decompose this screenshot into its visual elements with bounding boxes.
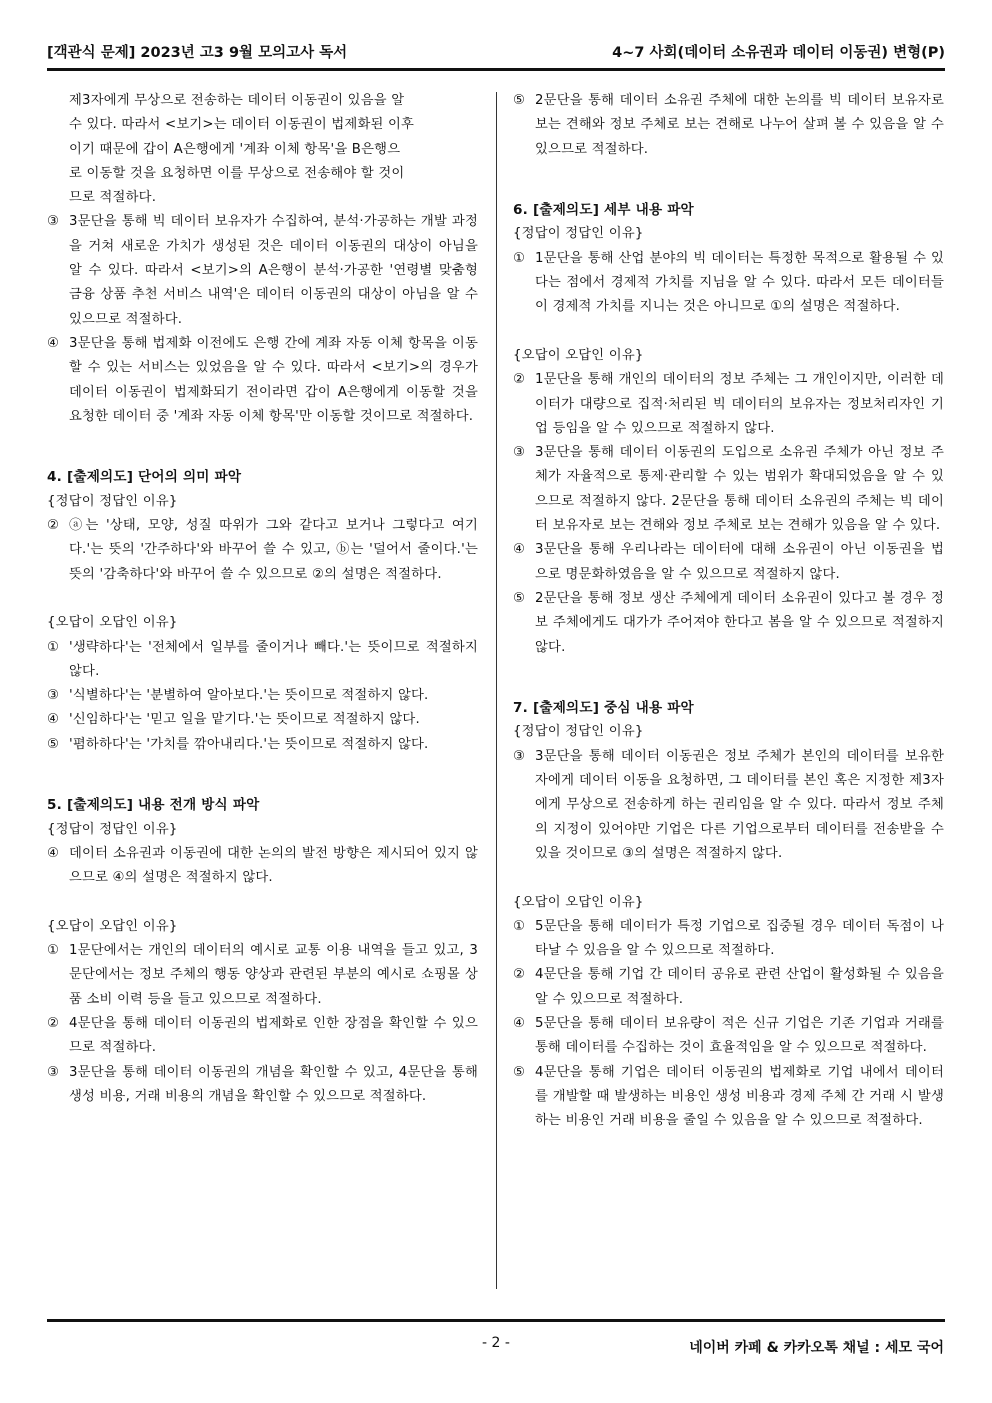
column-divider — [496, 92, 497, 1289]
list-item: ③ 3문단을 통해 데이터 이동권은 정보 주체가 본인의 데이터를 보유한 자에게 데이터 이동을 요청하면, 그 데이터를 본인 혹은 지정한 제3자에게 무상으로 전송하게 하는 권리임을 알 수 있다. 따라서 정보 주체의 지정이 있어야만 기업은 다른 기업으로부터 데이터를 전송받을 수 있을 것이므로 ③의 설명은 적절하지 않다. — [513, 748, 944, 861]
left-column — [47, 89, 478, 1109]
header-right: 4~7 사회(데이터 소유권과 데이터 이동권) 변형(P) — [612, 44, 945, 61]
list-item: ③ 3문단을 통해 빅 데이터 보유자가 수집하여, 분석·가공하는 개발 과정을 거쳐 새로운 가치가 생성된 것은 데이터 이동권의 대상이 아님을 알 수 있다. 따라서 <보기>의 A은행이 분석·가공한 '연령별 맞춤형 금융 상품 추천 서비스 내역'은 데이터 이동권의 대상이 아님을 알 수 있으므로 적절하다. — [47, 214, 478, 327]
list-item: ③ 3문단을 통해 데이터 이동권의 개념을 확인할 수 있고, 4문단을 통해 생성 비용, 거래 비용의 개념을 확인할 수 있으므로 적절하다. — [47, 1064, 478, 1104]
question-6-title: 6. [출제의도] 세부 내용 파악 — [513, 202, 694, 219]
list-item: ④ 3문단을 통해 법제화 이전에도 은행 간에 계좌 자동 이체 항목을 이동할 수 있는 서비스는 있었음을 알 수 있다. 따라서 <보기>의 경우가 데이터 이동권이 법제화되기 전이라면 갑이 A은행에게 이동할 것을 요청한 데이터 중 '계좌 자동 이체 항목'만 이동할 것이므로 적절하다. — [47, 335, 478, 424]
list-item: ④ '신임하다'는 '믿고 일을 맡기다.'는 뜻이므로 적절하지 않다. — [47, 712, 420, 728]
list-item: ① 5문단을 통해 데이터가 특정 기업으로 집중될 경우 데이터 독점이 나타날 수 있음을 알 수 있으므로 적절하다. — [513, 918, 944, 959]
list-item: ① 1문단을 통해 산업 분야의 빅 데이터는 특정한 목적으로 활용될 수 있다는 점에서 경제적 가치를 지님을 알 수 있다. 따라서 모든 데이터들이 경제적 가치를 지니는 것은 아니므로 ①의 설명은 적절하다. — [513, 250, 944, 315]
wrong-reason-label: {오답이 오답인 이유} — [513, 894, 644, 910]
correct-reason-label: {정답이 정답인 이유} — [47, 493, 178, 509]
list-item: ⑤ '폄하하다'는 '가치를 깎아내리다.'는 뜻이므로 적절하지 않다. — [47, 736, 429, 752]
list-item: ④ 데이터 소유권과 이동권에 대한 논의의 발전 방향은 제시되어 있지 않으므로 ④의 설명은 적절하지 않다. — [47, 845, 478, 886]
list-item: ① 1문단에서는 개인의 데이터의 예시로 교통 이용 내역을 들고 있고, 3문단에서는 정보 주체의 행동 양상과 관련된 부분의 예시로 쇼핑몰 상품 소비 이력 등을 들고 있으므로 적절하다. — [47, 943, 478, 1007]
list-item: ⑤ 4문단을 통해 기업은 데이터 이동권의 법제화로 기업 내에서 데이터를 개발할 때 발생하는 비용인 생성 비용과 경제 주체 간 거래 시 발생하는 비용인 거래 비용을 줄일 수 있음을 알 수 있으므로 적절하다. — [513, 1064, 944, 1129]
correct-reason-label: {정답이 정답인 이유} — [513, 724, 644, 740]
right-column — [513, 89, 944, 1133]
footer-channel: 네이버 카페 & 카카오톡 채널 : 세모 국어 — [689, 1340, 944, 1356]
list-item: ⑤ 2문단을 통해 정보 생산 주체에게 데이터 소유권이 있다고 볼 경우 정보 주체에게도 대가가 주어져야 한다고 봄을 알 수 있으므로 적절하지 않다. — [513, 590, 944, 655]
question-4-title: 4. [출제의도] 단어의 의미 파악 — [47, 469, 242, 486]
list-item: ② 4문단을 통해 데이터 이동권의 법제화로 인한 장점을 확인할 수 있으므로 적절하다. — [47, 1015, 478, 1056]
list-item: ④ 5문단을 통해 데이터 보유량이 적은 신규 기업은 기존 기업과 거래를 통해 데이터를 수집하는 것이 효율적임을 알 수 있으므로 적절하다. — [513, 1015, 944, 1056]
header-rule — [47, 68, 945, 71]
list-item: ⑤ 2문단을 통해 데이터 소유권 주체에 대한 논의를 빅 데이터 보유자로 보는 견해와 정보 주체로 보는 견해로 나누어 살펴 볼 수 있음을 알 수 있으므로 적절하다. — [513, 93, 944, 157]
list-item: ③ '식별하다'는 '분별하여 알아보다.'는 뜻이므로 적절하지 않다. — [47, 688, 429, 704]
header-left: [객관식 문제] 2023년 고3 9월 모의고사 독서 — [47, 44, 348, 61]
list-item: ③ 3문단을 통해 데이터 이동권의 도입으로 소유권 주체가 아닌 정보 주체가 자율적으로 통제·관리할 수 있는 범위가 확대되었음을 알 수 있으므로 적절하지 않다. 2문단을 통해 데이터 소유권의 주체는 빅 데이터 보유자로 보는 견해와 정보 주체로 보는 견해가 있음을 알 수 있다. — [513, 445, 944, 534]
page-number: - 2 - — [482, 1335, 510, 1351]
list-item: ② 1문단을 통해 개인의 데이터의 정보 주체는 그 개인이지만, 이러한 데이터가 대량으로 집적·처리된 빅 데이터의 보유자는 정보처리자인 기업 등임을 알 수 있으므로 적절하지 않다. — [513, 372, 944, 436]
list-item: ② 4문단을 통해 기업 간 데이터 공유로 관련 산업이 활성화될 수 있음을 알 수 있으므로 적절하다. — [513, 967, 944, 1007]
wrong-reason-label: {오답이 오답인 이유} — [513, 347, 644, 363]
wrong-reason-label: {오답이 오답인 이유} — [47, 615, 178, 631]
list-item: ② ⓐ는 '상태, 모양, 성질 따위가 그와 같다고 보거나 그렇다고 여기다.'는 뜻의 '간주하다'와 바꾸어 쓸 수 있고, ⓑ는 '덜어서 줄이다.'는 뜻의 '감축하다'와 바꾸어 쓸 수 있으므로 ②의 설명은 적절하다. — [47, 518, 478, 582]
footer-rule — [47, 1319, 945, 1322]
continued-paragraph: 제3자에게 무상으로 전송하는 데이터 이동권이 있음을 알 수 있다. 따라서 <보기>는 데이터 이동권이 법제화된 이후 이기 때문에 갑이 A은행에게 '계좌 이체 항목'을 B은행으 로 이동할 것을 요청하면 이를 무상으로 전송해야 할 것이 므로 적절하다. — [69, 93, 415, 206]
list-item: ① '생략하다'는 '전체에서 일부를 줄이거나 빼다.'는 뜻이므로 적절하지 않다. — [47, 639, 478, 679]
correct-reason-label: {정답이 정답인 이유} — [513, 226, 644, 242]
list-item: ④ 3문단을 통해 우리나라는 데이터에 대해 소유권이 아닌 이동권을 법으로 명문화하였음을 알 수 있으므로 적절하지 않다. — [513, 542, 944, 582]
question-7-title: 7. [출제의도] 중심 내용 파악 — [513, 700, 694, 717]
wrong-reason-label: {오답이 오답인 이유} — [47, 918, 178, 934]
page-header — [47, 40, 945, 62]
question-5-title: 5. [출제의도] 내용 전개 방식 파악 — [47, 797, 260, 814]
correct-reason-label: {정답이 정답인 이유} — [47, 821, 178, 837]
